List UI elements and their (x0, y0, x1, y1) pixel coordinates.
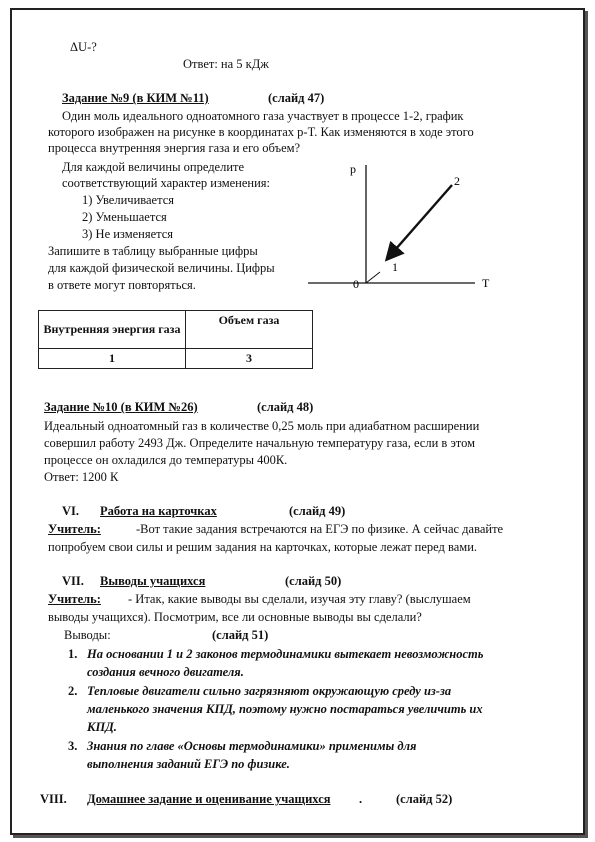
list-item-line: Тепловые двигатели сильно загрязняют окружающую среду из-за (87, 684, 452, 698)
task9-instruction: соответствующий характер изменения: (62, 176, 271, 190)
section8-dot: . (359, 792, 363, 806)
list-item-line: КПД. (87, 720, 117, 734)
section6-slide: (слайд 49) (289, 504, 346, 518)
task10-text-line: Идеальный одноатомный газ в количестве 0,25 моль при адиабатном расширении (44, 419, 480, 433)
section6-text-line: попробуем свои силы и решим задания на карточках, которые лежат перед вами. (48, 540, 478, 554)
task9-text-line: Один моль идеального одноатомного газа участвует в процессе 1-2, график (62, 109, 464, 123)
process-1-2-arrow (388, 185, 452, 258)
list-item-line: выполнения заданий ЕГЭ по физике. (87, 757, 290, 771)
task9-instruction: Для каждой величины определите (62, 160, 245, 174)
section7-teacher-label: Учитель: (48, 592, 101, 606)
section7-title: Выводы учащихся (100, 574, 206, 588)
task9-write-instruction: в ответе могут повторяться. (48, 278, 196, 292)
list-item-number: 2. (68, 684, 78, 698)
section8-number: VIII. (40, 792, 67, 806)
origin-label: 0 (353, 277, 359, 291)
conclusions-label: Выводы: (64, 628, 111, 642)
task10-text-line: совершил работу 2493 Дж. Определите начальную температуру газа, если в этом (44, 436, 476, 450)
section6-text-line: -Вот такие задания встречаются на ЕГЭ по физике. А сейчас давайте (136, 522, 504, 536)
task10-text-line: процессе он охладился до температуры 400К. (44, 453, 288, 467)
p-axis-label: p (350, 162, 356, 176)
t-axis-label: T (482, 276, 490, 290)
section7-slide: (слайд 50) (285, 574, 342, 588)
point-1-label: 1 (392, 260, 398, 274)
task9-write-instruction: для каждой физической величины. Цифры (48, 261, 275, 275)
list-item-number: 1. (68, 647, 78, 661)
list-item-line: На основании 1 и 2 законов термодинамики вытекает невозможность (87, 647, 484, 661)
pt-graph (300, 155, 510, 295)
answer-table (38, 310, 313, 369)
section6-title: Работа на карточках (100, 504, 217, 518)
task9-write-instruction: Запишите в таблицу выбранные цифры (48, 244, 258, 258)
task10-title: Задание №10 (в КИМ №26) (44, 400, 198, 414)
list-item-line: Знания по главе «Основы термодинамики» применимы для (87, 739, 417, 753)
task9-text-line: процесса внутренняя энергия газа и его объем? (48, 141, 301, 155)
task10-slide: (слайд 48) (257, 400, 314, 414)
point-2-label: 2 (454, 174, 460, 188)
task10-answer: Ответ: 1200 К (44, 470, 119, 484)
zero-line (366, 272, 380, 283)
table-header: Объем газа (186, 311, 313, 349)
task9-option: 2) Уменьшается (82, 210, 167, 224)
list-item-line: маленького значения КПД, поэтому нужно постараться увеличить их (87, 702, 483, 716)
section8-slide: (слайд 52) (396, 792, 453, 806)
table-cell: 1 (39, 349, 186, 369)
list-item-number: 3. (68, 739, 78, 753)
task9-slide: (слайд 47) (268, 91, 325, 105)
task9-title: Задание №9 (в КИМ №11) (62, 91, 209, 105)
table-cell: 3 (186, 349, 313, 369)
task9-option: 3) Не изменяется (82, 227, 174, 241)
table-header: Внутренняя энергия газа (39, 311, 186, 349)
section7-text-line: выводы учащихся). Посмотрим, все ли основные выводы вы сделали? (48, 610, 422, 624)
section7-text-line: - Итак, какие выводы вы сделали, изучая эту главу? (выслушаем (128, 592, 471, 606)
section6-number: VI. (62, 504, 80, 518)
conclusions-slide: (слайд 51) (212, 628, 269, 642)
task8-answer: Ответ: на 5 кДж (183, 57, 269, 71)
section8-title: Домашнее задание и оценивание учащихся (87, 792, 331, 806)
delta-u-question: ΔU-? (70, 40, 97, 54)
task9-option: 1) Увеличивается (82, 193, 175, 207)
section7-number: VII. (62, 574, 84, 588)
list-item-line: создания вечного двигателя. (87, 665, 244, 679)
section6-teacher-label: Учитель: (48, 522, 101, 536)
task9-text-line: которого изображен на рисунке в координатах p-T. Как изменяются в ходе этого (48, 125, 474, 139)
